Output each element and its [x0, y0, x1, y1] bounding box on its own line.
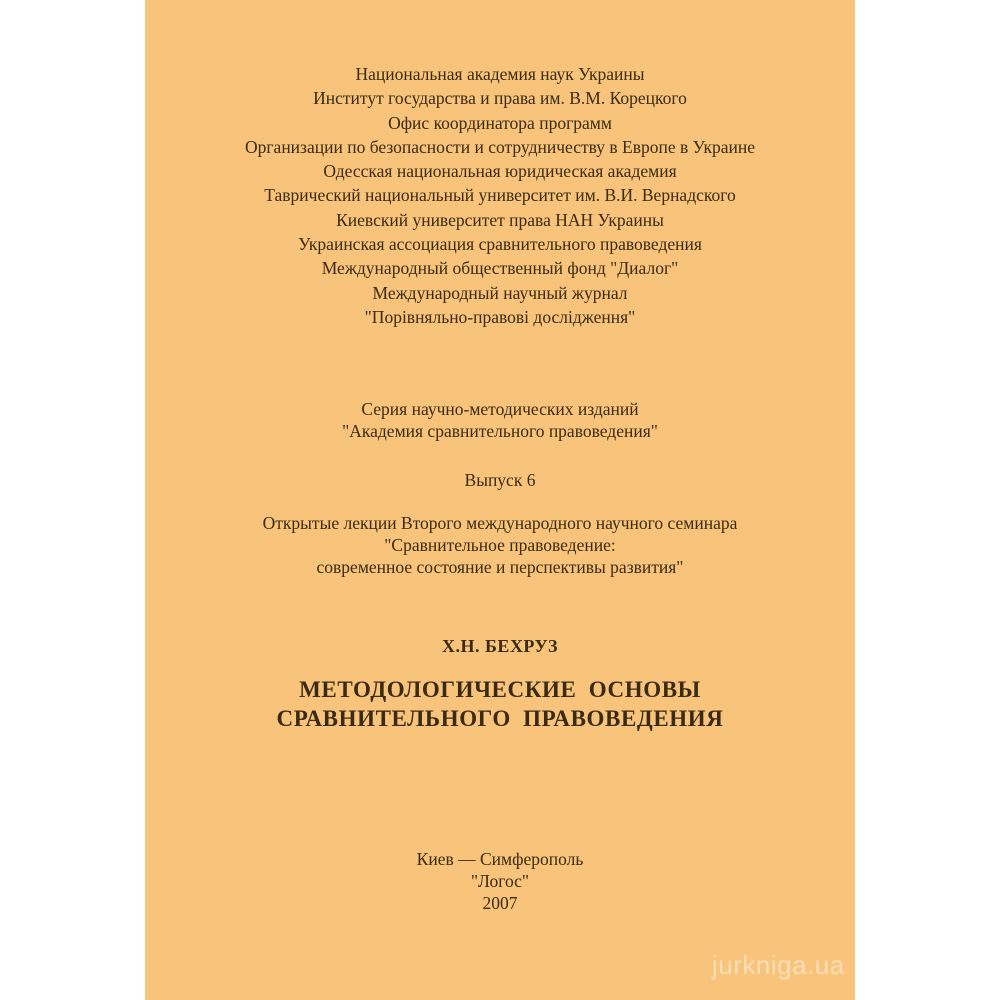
organization-line: Киевский университет права НАН Украины: [336, 209, 664, 230]
title-line: МЕТОДОЛОГИЧЕСКИЕ ОСНОВЫ: [299, 677, 701, 702]
lectures-line: современное состояние и перспективы развития": [316, 557, 684, 577]
series-line: Серия научно-методических изданий: [361, 399, 639, 419]
imprint-place: Киев — Симферополь: [416, 849, 584, 869]
lectures-line: "Сравнительное правоведение:: [384, 535, 616, 555]
organization-line: Национальная академия наук Украины: [355, 64, 645, 84]
organization-line: Международный научный журнал: [372, 282, 628, 303]
organization-line: Одесская национальная юридическая академия: [323, 161, 677, 182]
issue-number: Выпуск 6: [464, 470, 536, 490]
organization-line: Институт государства и права им. В.М. Корецкого: [313, 88, 687, 109]
organization-line: Офис координатора программ: [388, 112, 612, 133]
series-name: "Академия сравнительного правоведения": [342, 421, 658, 441]
organizations-list: [145, 62, 855, 329]
series-info: [145, 398, 855, 442]
organization-line: "Порівняльно-правові дослідження": [364, 306, 636, 327]
imprint-year: 2007: [482, 893, 518, 913]
author-name: Х.Н. БЕХРУЗ: [442, 636, 558, 656]
organization-line: Украинская ассоциация сравнительного правоведения: [298, 234, 702, 255]
watermark: jurkniga.ua: [712, 950, 845, 980]
organization-line: Международный общественный фонд "Диалог": [321, 258, 679, 279]
organization-line: Таврический национальный университет им. В.И. Вернадского: [264, 185, 736, 206]
book-title: [145, 675, 855, 733]
lectures-info: [145, 512, 855, 578]
book-cover: [145, 0, 855, 1000]
title-line: СРАВНИТЕЛЬНОГО ПРАВОВЕДЕНИЯ: [276, 706, 724, 731]
imprint-publisher: "Логос": [470, 871, 530, 891]
imprint: [145, 848, 855, 914]
lectures-line: Открытые лекции Второго международного научного семинара: [262, 513, 738, 533]
organization-line: Организации по безопасности и сотрудничеству в Европе в Украине: [244, 136, 756, 157]
